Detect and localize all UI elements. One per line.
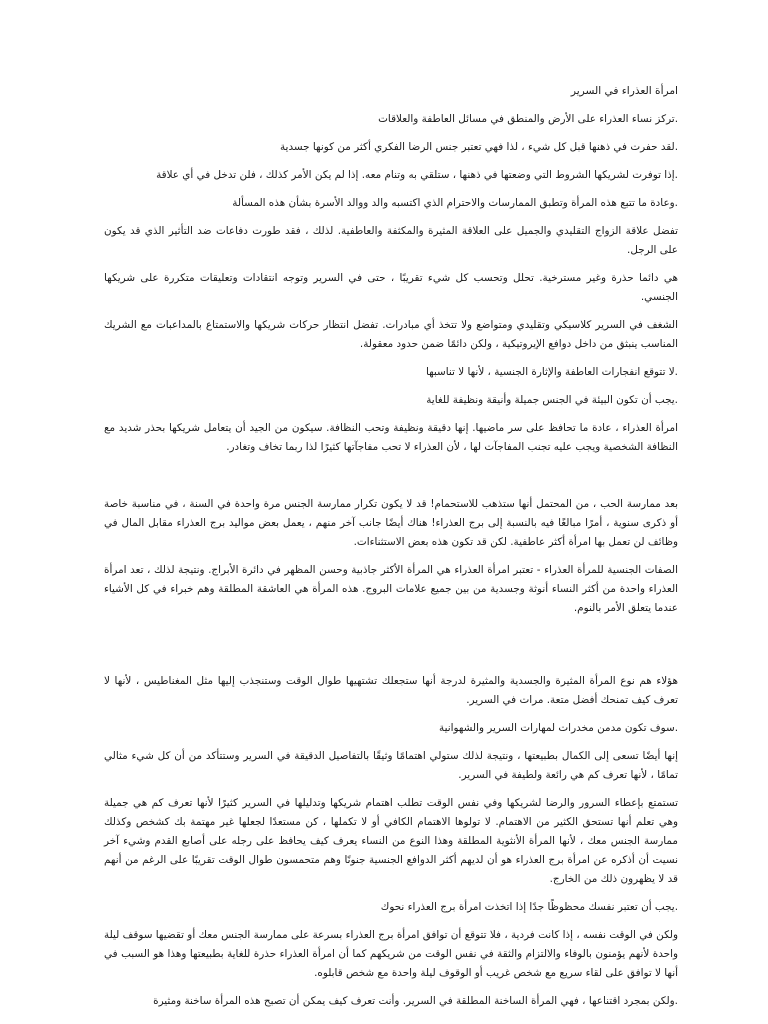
paragraph: .يجب أن تكون البيئة في الجنس جميلة وأنيقة ونظيفة للغاية <box>426 394 678 406</box>
paragraph: هي دائما حذرة وغير مسترخية. تحلل وتحسب كل شيء تقريبًا ، حتى في السرير وتوجه انتقادات وتعليقات متكررة على شريكها الجنسي. <box>104 272 678 303</box>
paragraph: .يجب أن تعتبر نفسك محظوظًا جدًا إذا اتخذت امرأة برج العذراء نحوك <box>380 901 678 913</box>
paragraph: الصفات الجنسية للمرأة العذراء - تعتبر امرأة العذراء هي المرأة الأكثر جاذبية وحسن المظهر في دائرة الأبراج. ونتيجة لذلك ، تعد امرأة العذراء واحدة من أكثر النساء أنوثة وجسدية من بين جميع علامات البروج. هذه المرأة هي العاشقة المطلقة وهم خبراء في كل الأشياء عندما يتعلق الأمر بالنوم. <box>104 564 678 614</box>
paragraph: إنها أيضًا تسعى إلى الكمال بطبيعتها ، ونتيجة لذلك ستولي اهتمامًا وثيقًا بالتفاصيل الدقيقة في السرير وستتأكد من أن كل شيء مثالي تمامًا ، لأنها تعرف كم هي رائعة ولطيفة في السرير. <box>104 750 678 781</box>
paragraph: .سوف تكون مدمن مخدرات لمهارات السرير والشهوانية <box>439 722 678 734</box>
paragraph: هؤلاء هم نوع المرأة المثيرة والجسدية والمثيرة لدرجة أنها ستجعلك تشتهيها طوال الوقت وستنجذب إليها مثل المغناطيس ، لأنها لا تعرف كيف تمنحك أفضل متعة. مرات في السرير. <box>104 675 678 706</box>
paragraph: .لا تتوقع انفجارات العاطفة والإثارة الجنسية ، لأنها لا تناسبها <box>425 366 678 378</box>
paragraph: .وعادة ما تتبع هذه المرأة وتطبق الممارسات والاحترام الذي اكتسبه والد ووالد الأسرة بشأن هذه المسألة <box>232 197 678 209</box>
paragraph: الشغف في السرير كلاسيكي وتقليدي ومتواضع ولا تتخذ أي مبادرات. تفضل انتظار حركات شريكها والاستمتاع بالمداعبات مع الشريك المناسب ينبثق من داخل دوافع الإيروتيكية ، ولكن دائمًا ضمن حدود معقولة. <box>104 319 678 350</box>
paragraph: .إذا توفرت لشريكها الشروط التي وضعتها في ذهنها ، ستلقي به وتنام معه. إذا لم يكن الأمر كذلك ، فلن تدخل في أي علاقة <box>156 169 678 181</box>
paragraph: تفضل علاقة الزواج التقليدي والجميل على العلاقة المثيرة والمكثفة والعاطفية. لذلك ، فقد طورت دفاعات ضد التأثير الذي قد يكون على الرجل. <box>104 225 678 256</box>
paragraph: .لقد حفرت في ذهنها قبل كل شيء ، لذا فهي تعتبر جنس الرضا الفكري أكثر من كونها جسدية <box>279 141 678 153</box>
paragraph: تستمتع بإعطاء السرور والرضا لشريكها وفي نفس الوقت تطلب اهتمام شريكها وتدليلها في السرير كثيرًا لأنها تعرف كم هي جميلة وهي تعلم أنها تستحق الكثير من الاهتمام. لا تولوها الاهتمام الكافي أو لا تكملها ، كن مستعدًا لجعلها غير مهتمة بك كشخص وكذلك ممارسة الجنس معك ، لأنها المرأة الأنثوية المطلقة وهذا النوع من النساء يعرف كيف يحافظ على رجله على أصابع القدم وشيء آخر نسيت أن أذكره عن امرأة برج العذراء هو أن لديهم أكثر الدوافع الجنسية جنونًا وهم متحمسون طوال الوقت تقريبًا على الرغم من أنهم قد لا يظهرون ذلك من الخارج. <box>104 797 678 885</box>
paragraph: .ولكن بمجرد اقتناعها ، فهي المرأة الساخنة المطلقة في السرير. وأنت تعرف كيف يمكن أن تصبح هذه المرأة ساخنة ومثيرة <box>153 995 678 1007</box>
document-title: امرأة العذراء في السرير <box>570 85 678 97</box>
paragraph: بعد ممارسة الحب ، من المحتمل أنها ستذهب للاستحمام! قد لا يكون تكرار ممارسة الجنس مرة واحدة في السنة ، في مناسبة خاصة أو ذكرى سنوية ، أمرًا مبالغًا فيه بالنسبة إلى برج العذراء! هناك أيضًا جانب آخر منهم ، يعمل بعض مواليد برج العذراء مقابل المال في وظائف لن تعمل بها امرأة أكثر عاطفية. لكن قد تكون هذه بعض الاستثناءات. <box>104 498 678 548</box>
paragraph: امرأة العذراء ، عادة ما تحافظ على سر ماضيها. إنها دقيقة ونظيفة وتحب النظافة. سيكون من الجيد أن يتعامل شريكها بحذر شديد مع النظافة الشخصية ويجب عليه تجنب المفاجآت لها ، لأن العذراء لا تحب مفاجآتها كثيرًا لذا ربما تخاف وتغادر. <box>104 422 678 453</box>
blank-line <box>104 466 678 495</box>
paragraph: .تركز نساء العذراء على الأرض والمنطق في مسائل العاطفة والعلاقات <box>378 113 678 125</box>
document-page <box>104 82 678 1020</box>
blank-line <box>104 627 678 672</box>
paragraph: ولكن في الوقت نفسه ، إذا كانت فردية ، فلا تتوقع أن توافق امرأة برج العذراء بسرعة على ممارسة الجنس معك أو تقضيها سوقف ليلة واحدة لأنهم يؤمنون بالوفاء والالتزام والثقة في نفس الوقت من شريكهم كما أن امرأة العذراء حذرة للغاية بطبيعتها وهذا هو السبب في أنها لا توافق على لقاء سريع مع شخص غريب أو الوقوف ليلة واحدة مع شخص قابلوه. <box>104 929 678 979</box>
